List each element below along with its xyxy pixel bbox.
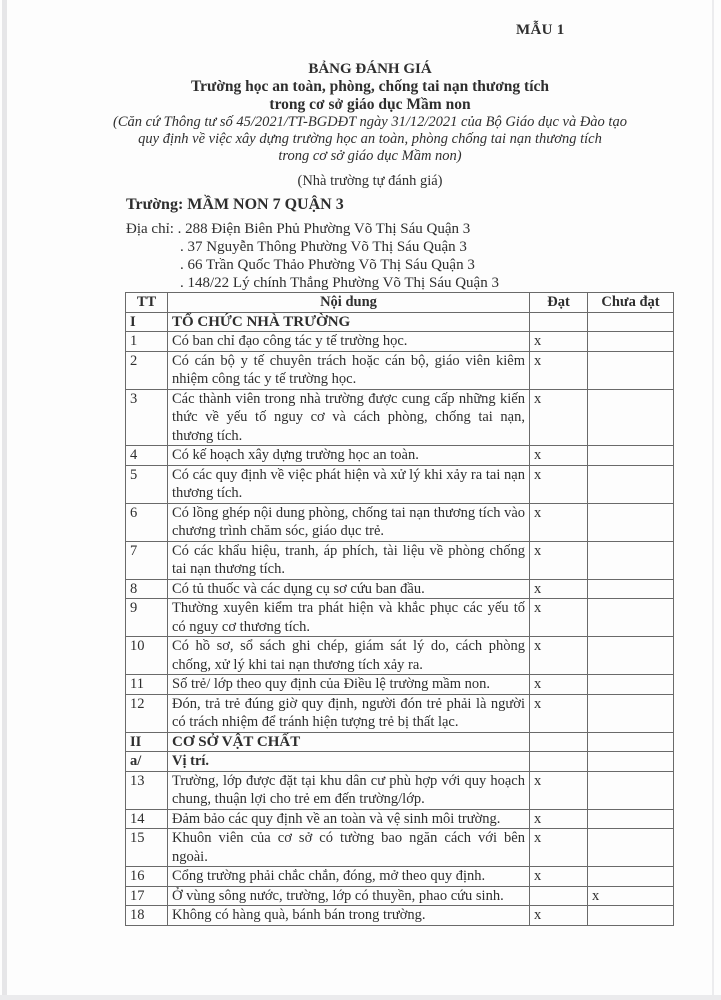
- table-row: [126, 829, 674, 867]
- header-pass: Đạt: [530, 293, 588, 313]
- row-content: Có ban chỉ đạo công tác y tế trường học.: [168, 332, 530, 352]
- address-block: [126, 220, 499, 292]
- row-number: 12: [126, 694, 168, 732]
- row-content: Trường, lớp được đặt tại khu dân cư phù hợp với quy hoạch chung, thuận lợi cho trẻ em đến trường/lớp.: [168, 771, 530, 809]
- row-number: I: [126, 312, 168, 332]
- row-pass-mark: x: [530, 771, 588, 809]
- row-fail-mark: [588, 312, 674, 332]
- row-fail-mark: [588, 809, 674, 829]
- table-row: [126, 446, 674, 466]
- row-number: 8: [126, 579, 168, 599]
- row-content: CƠ SỞ VẬT CHẤT: [168, 732, 530, 752]
- row-content: Các thành viên trong nhà trường được cung cấp những kiến thức về yếu tố nguy cơ và cách phòng, chống tai nạn, thương tích.: [168, 389, 530, 446]
- row-number: II: [126, 732, 168, 752]
- row-number: 11: [126, 675, 168, 695]
- row-fail-mark: [588, 752, 674, 772]
- row-number: 18: [126, 906, 168, 926]
- table-row: [126, 906, 674, 926]
- row-number: 1: [126, 332, 168, 352]
- row-number: 4: [126, 446, 168, 466]
- address-line: . 148/22 Lý chính Thắng Phường Võ Thị Sáu Quận 3: [180, 275, 499, 291]
- row-pass-mark: x: [530, 809, 588, 829]
- address-value: . 288 Điện Biên Phủ Phường Võ Thị Sáu Quận 3: [177, 221, 471, 237]
- document-subtitle-line-1: Trường học an toàn, phòng, chống tai nạn thương tích: [190, 78, 550, 95]
- row-pass-mark: [530, 312, 588, 332]
- table-row: [126, 579, 674, 599]
- school-label: Trường:: [126, 196, 188, 213]
- legal-basis-line-3: trong cơ sở giáo dục Mầm non): [278, 148, 462, 164]
- row-content: Có các quy định về việc phát hiện và xử lý khi xảy ra tai nạn thương tích.: [168, 465, 530, 503]
- row-pass-mark: x: [530, 332, 588, 352]
- row-pass-mark: x: [530, 351, 588, 389]
- table-row: [126, 752, 674, 772]
- table-row: [126, 503, 674, 541]
- row-content: Vị trí.: [168, 752, 530, 772]
- row-content: Thường xuyên kiểm tra phát hiện và khắc phục các yếu tố có nguy cơ thương tích.: [168, 599, 530, 637]
- row-number: 15: [126, 829, 168, 867]
- row-fail-mark: [588, 332, 674, 352]
- row-pass-mark: x: [530, 637, 588, 675]
- row-pass-mark: x: [530, 867, 588, 887]
- row-pass-mark: x: [530, 465, 588, 503]
- row-fail-mark: [588, 351, 674, 389]
- row-number: 7: [126, 541, 168, 579]
- legal-basis-line-2: quy định về việc xây dựng trường học an toàn, phòng chống tai nạn thương tích: [138, 131, 602, 147]
- row-content: Không có hàng quà, bánh bán trong trường.: [168, 906, 530, 926]
- row-content: Có cán bộ y tế chuyên trách hoặc cán bộ, giáo viên kiêm nhiệm công tác y tế trường học.: [168, 351, 530, 389]
- row-pass-mark: x: [530, 503, 588, 541]
- row-pass-mark: x: [530, 675, 588, 695]
- row-fail-mark: [588, 446, 674, 466]
- address-line: . 37 Nguyễn Thông Phường Võ Thị Sáu Quận 3: [180, 239, 467, 255]
- row-number: 2: [126, 351, 168, 389]
- row-pass-mark: x: [530, 541, 588, 579]
- row-fail-mark: [588, 829, 674, 867]
- table-row: [126, 389, 674, 446]
- row-fail-mark: [588, 694, 674, 732]
- row-content: Có lồng ghép nội dung phòng, chống tai nạn thương tích vào chương trình chăm sóc, giáo dục trẻ.: [168, 503, 530, 541]
- row-fail-mark: [588, 906, 674, 926]
- row-pass-mark: x: [530, 446, 588, 466]
- address-line: . 66 Trần Quốc Thảo Phường Võ Thị Sáu Quận 3: [180, 257, 475, 273]
- header-fail: Chưa đạt: [588, 293, 674, 313]
- row-number: 9: [126, 599, 168, 637]
- row-fail-mark: [588, 771, 674, 809]
- row-fail-mark: [588, 503, 674, 541]
- row-pass-mark: x: [530, 694, 588, 732]
- self-evaluation-note: (Nhà trường tự đánh giá): [297, 173, 443, 189]
- row-number: 6: [126, 503, 168, 541]
- table-row: [126, 886, 674, 906]
- row-fail-mark: [588, 541, 674, 579]
- school-name-line: [126, 196, 344, 214]
- table-row: [126, 599, 674, 637]
- row-pass-mark: [530, 886, 588, 906]
- row-number: a/: [126, 752, 168, 772]
- table-row: [126, 465, 674, 503]
- document-title: BẢNG ĐÁNH GIÁ: [308, 61, 432, 77]
- row-content: Có kế hoạch xây dựng trường học an toàn.: [168, 446, 530, 466]
- row-content: Cổng trường phải chắc chắn, đóng, mở theo quy định.: [168, 867, 530, 887]
- row-number: 16: [126, 867, 168, 887]
- table-row: [126, 867, 674, 887]
- row-pass-mark: x: [530, 579, 588, 599]
- row-fail-mark: [588, 637, 674, 675]
- title-block: [100, 60, 640, 190]
- table-row: [126, 809, 674, 829]
- scan-edge-left: [2, 0, 7, 1000]
- row-content: Có tủ thuốc và các dụng cụ sơ cứu ban đầu.: [168, 579, 530, 599]
- row-number: 17: [126, 886, 168, 906]
- row-number: 14: [126, 809, 168, 829]
- row-pass-mark: x: [530, 906, 588, 926]
- row-content: Đón, trả trẻ đúng giờ quy định, người đón trẻ phải là người có trách nhiệm để tránh hiện tượng trẻ bị thất lạc.: [168, 694, 530, 732]
- row-fail-mark: [588, 389, 674, 446]
- document-subtitle-line-2: trong cơ sở giáo dục Mầm non: [269, 96, 471, 113]
- address-line: [126, 220, 499, 238]
- row-content: TỔ CHỨC NHÀ TRƯỜNG: [168, 312, 530, 332]
- table-row: [126, 771, 674, 809]
- row-fail-mark: x: [588, 886, 674, 906]
- table-row: [126, 312, 674, 332]
- row-fail-mark: [588, 675, 674, 695]
- form-code: MẪU 1: [516, 22, 565, 38]
- row-content: Ở vùng sông nước, trường, lớp có thuyền, phao cứu sinh.: [168, 886, 530, 906]
- table-header-row: [126, 293, 674, 313]
- legal-basis-line-1: (Căn cứ Thông tư số 45/2021/TT-BGDĐT ngày 31/12/2021 của Bộ Giáo dục và Đào tạo: [113, 114, 627, 130]
- row-fail-mark: [588, 732, 674, 752]
- table-body: [126, 312, 674, 925]
- row-pass-mark: [530, 732, 588, 752]
- school-name: MẦM NON 7 QUẬN 3: [187, 196, 344, 213]
- row-fail-mark: [588, 867, 674, 887]
- table-row: [126, 541, 674, 579]
- row-content: Đảm bảo các quy định về an toàn và vệ sinh môi trường.: [168, 809, 530, 829]
- table-row: [126, 732, 674, 752]
- row-pass-mark: x: [530, 389, 588, 446]
- row-fail-mark: [588, 579, 674, 599]
- row-pass-mark: x: [530, 829, 588, 867]
- table-row: [126, 637, 674, 675]
- row-number: 13: [126, 771, 168, 809]
- table-row: [126, 332, 674, 352]
- row-number: 5: [126, 465, 168, 503]
- header-content: Nội dung: [168, 293, 530, 313]
- row-pass-mark: x: [530, 599, 588, 637]
- row-number: 3: [126, 389, 168, 446]
- row-content: Khuôn viên của cơ sở có tường bao ngăn cách với bên ngoài.: [168, 829, 530, 867]
- table-row: [126, 694, 674, 732]
- table-row: [126, 351, 674, 389]
- table-row: [126, 675, 674, 695]
- row-content: Số trẻ/ lớp theo quy định của Điều lệ trường mầm non.: [168, 675, 530, 695]
- row-fail-mark: [588, 465, 674, 503]
- scan-edge-right: [712, 0, 714, 1000]
- row-pass-mark: [530, 752, 588, 772]
- row-content: Có các khẩu hiệu, tranh, áp phích, tài liệu về phòng chống tai nạn thương tích.: [168, 541, 530, 579]
- evaluation-table: [125, 292, 674, 926]
- row-content: Có hồ sơ, sổ sách ghi chép, giám sát lý do, cách phòng chống, xử lý khi tai nạn thương tích xảy ra.: [168, 637, 530, 675]
- row-fail-mark: [588, 599, 674, 637]
- address-label: Địa chỉ:: [126, 221, 174, 237]
- header-tt: TT: [126, 293, 168, 313]
- scan-edge-bottom: [0, 995, 721, 1000]
- row-number: 10: [126, 637, 168, 675]
